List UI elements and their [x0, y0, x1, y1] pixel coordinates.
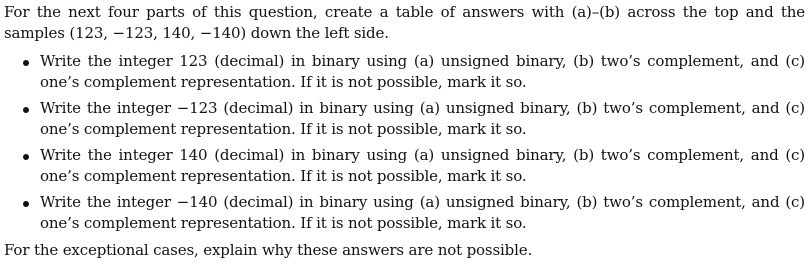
bullet-icon: [23, 154, 29, 160]
intro-paragraph: For the next four parts of this question, create a table of answers with (a)–(b) across the top and the samples (123, −123, 140, −140) down the left side.: [4, 3, 805, 42]
list-item-text: Write the integer −123 (decimal) in binary using (a) unsigned binary, (b) two’s complement, and (c) one’s complement representation. If it is not possible, mark it so.: [40, 99, 805, 138]
list-item: [4, 51, 805, 93]
list-item: [4, 98, 805, 140]
bullet-icon: [23, 201, 29, 207]
outro-paragraph: For the exceptional cases, explain why these answers are not possible.: [4, 241, 533, 259]
bullet-icon: [23, 107, 29, 113]
list-item-text: Write the integer 123 (decimal) in binary using (a) unsigned binary, (b) two’s complement, and (c) one’s complement representation. If it is not possible, mark it so.: [40, 52, 805, 91]
list-item: [4, 145, 805, 187]
list-item-text: Write the integer −140 (decimal) in binary using (a) unsigned binary, (b) two’s complement, and (c) one’s complement representation. If it is not possible, mark it so.: [40, 193, 805, 232]
question-list: [4, 51, 805, 234]
bullet-icon: [23, 60, 29, 66]
list-item-text: Write the integer 140 (decimal) in binary using (a) unsigned binary, (b) two’s complement, and (c) one’s complement representation. If it is not possible, mark it so.: [40, 146, 805, 185]
list-item: [4, 192, 805, 234]
